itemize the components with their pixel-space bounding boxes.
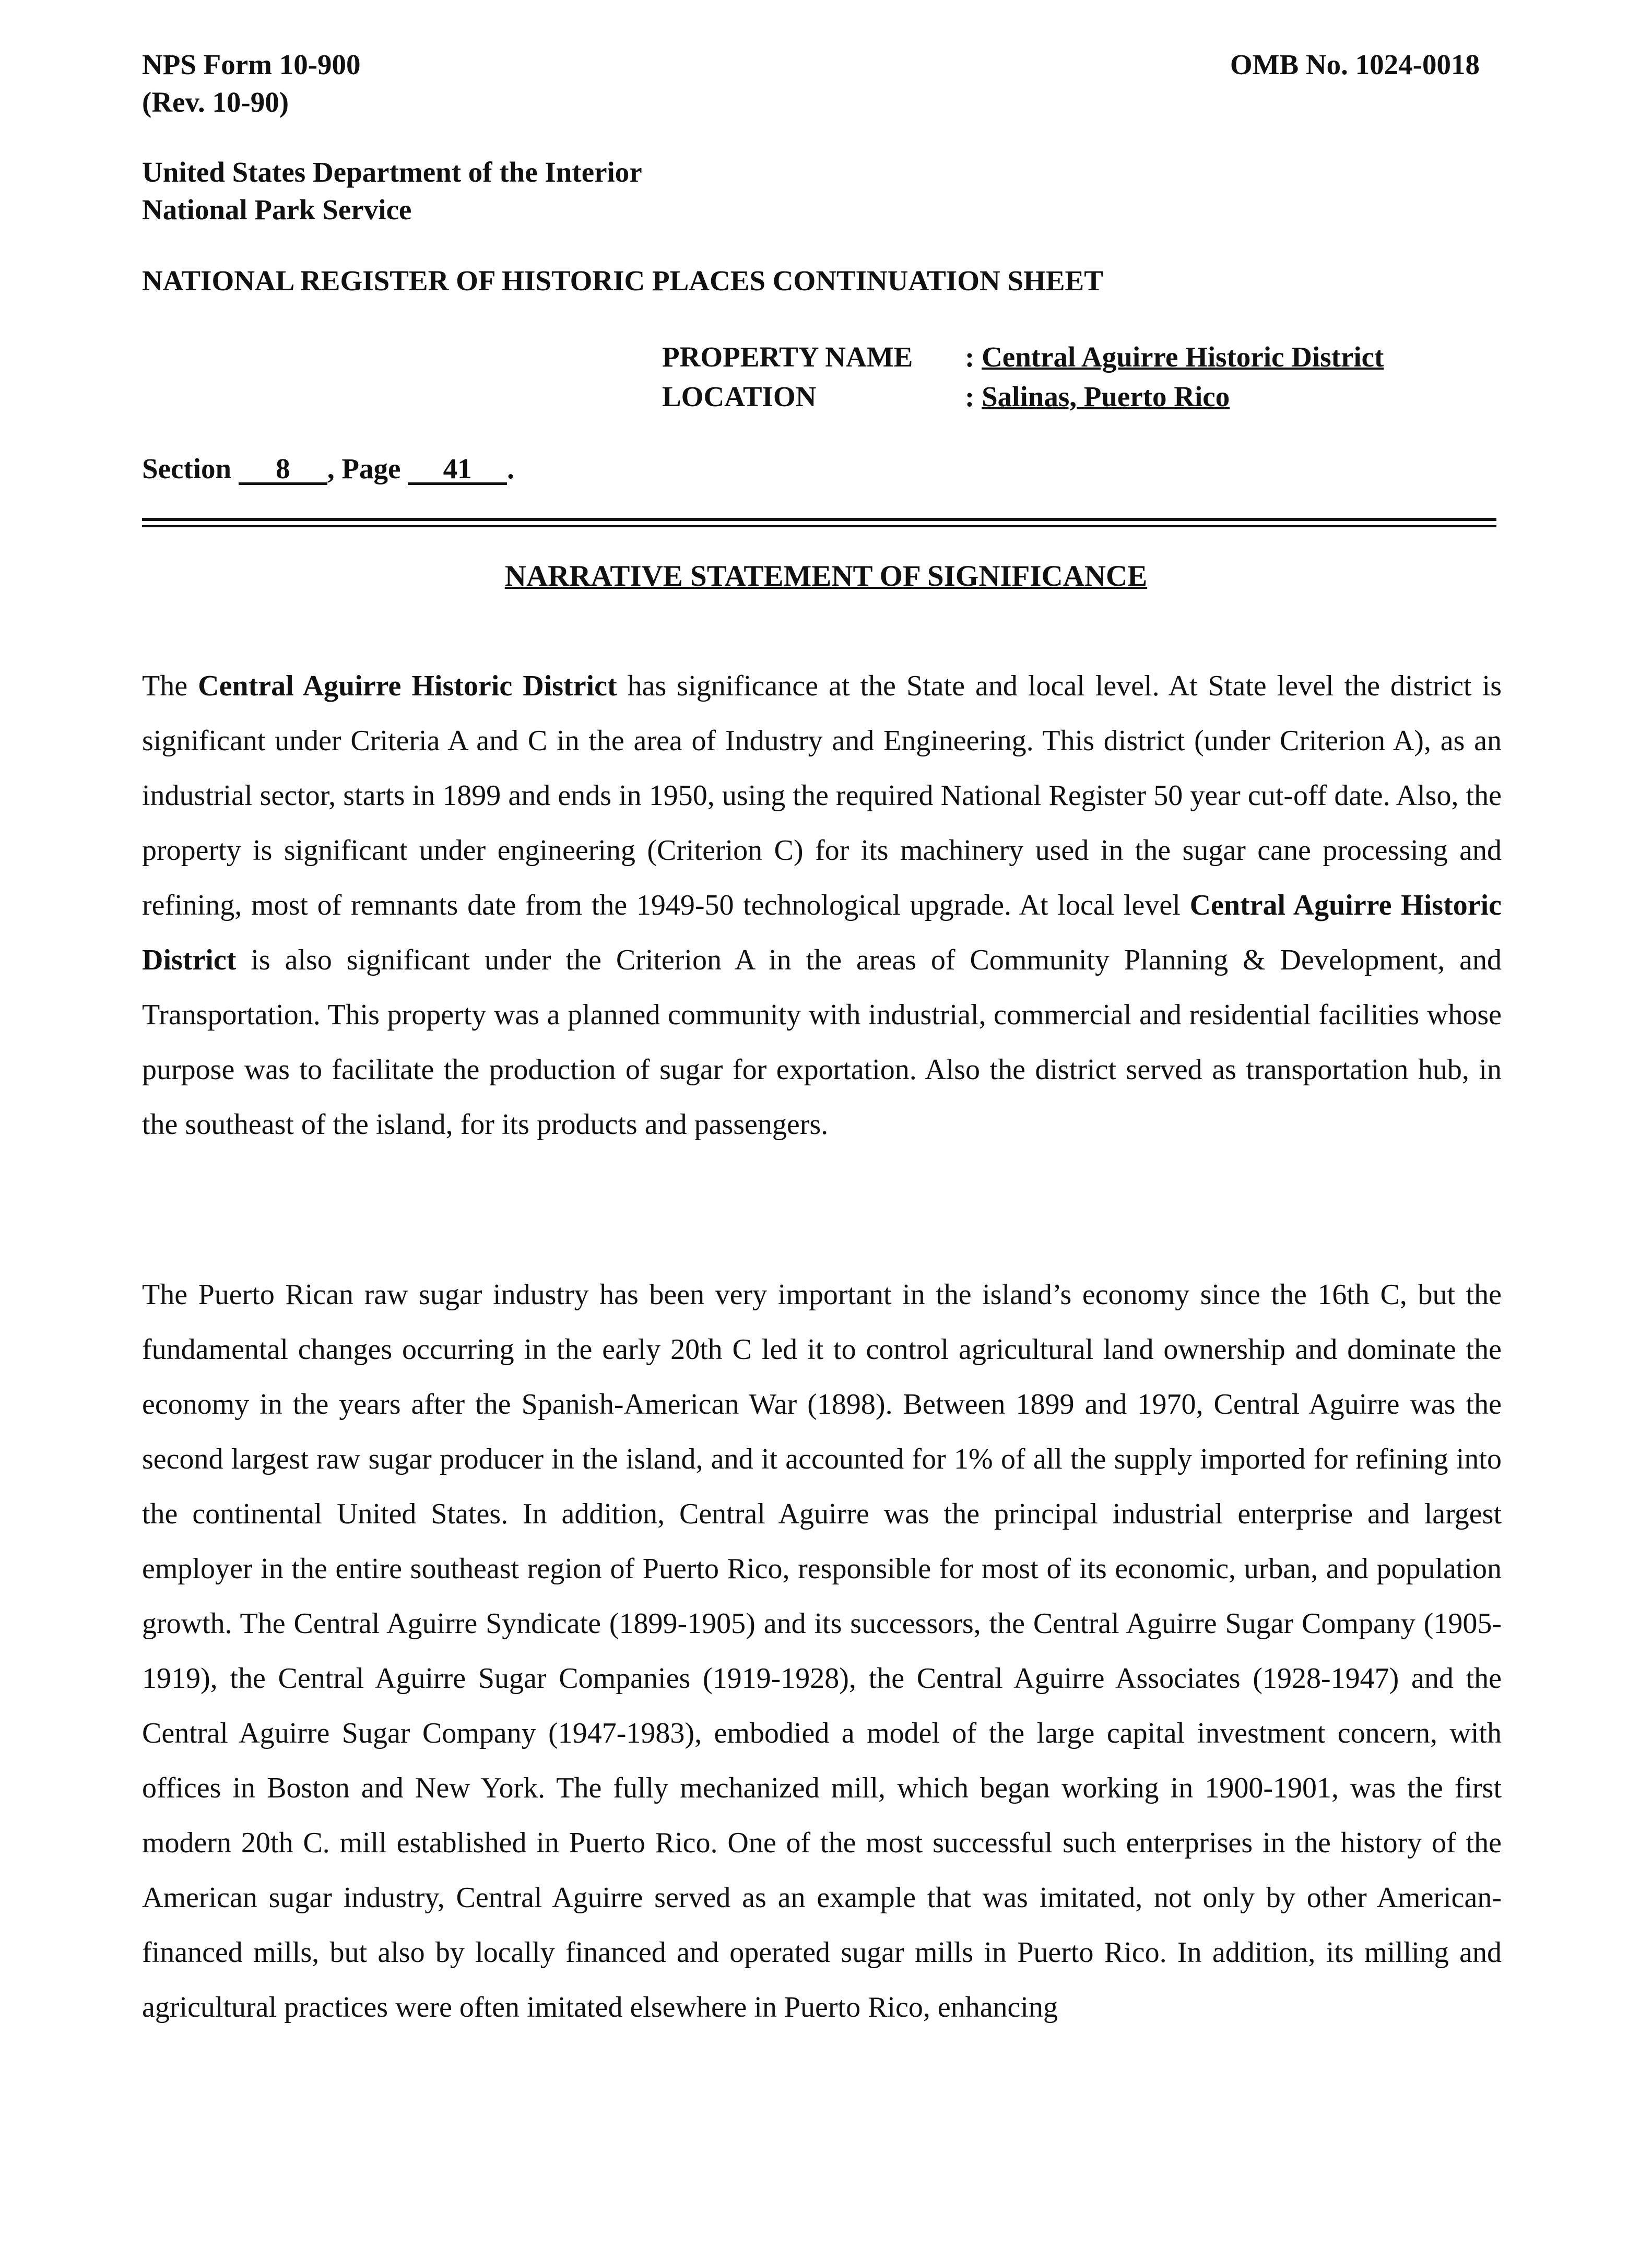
department-name: United States Department of the Interior <box>142 156 642 188</box>
narrative-heading <box>0 558 1652 595</box>
omb-number: OMB No. 1024-0018 <box>1230 49 1480 80</box>
separator: : <box>965 381 975 412</box>
paragraph-1-text-1: The <box>142 670 198 702</box>
double-rule-divider <box>142 518 1496 527</box>
district-name-bold-1: Central Aguirre Historic District <box>198 670 617 702</box>
separator: : <box>965 341 975 373</box>
agency-block <box>142 153 642 229</box>
section-page-line: Section 8 , Page 41 . <box>142 453 514 484</box>
sheet-title: NATIONAL REGISTER OF HISTORIC PLACES CONTINUATION SHEET <box>142 265 1103 297</box>
service-name: National Park Service <box>142 194 412 226</box>
form-number: NPS Form 10-900 <box>142 49 361 80</box>
form-revision: (Rev. 10-90) <box>142 86 289 118</box>
property-values <box>965 337 1384 417</box>
location-value: Salinas, Puerto Rico <box>982 381 1230 412</box>
paragraph-2: The Puerto Rican raw sugar industry has been very important in the island’s economy since the 16th C, but the fundamental changes occurring in the early 20th C led it to control agricultural land ownership and dominate the economy in the years after the Spanish-American War (1898). Between 1899 and 1970, Central Aguirre was the second largest raw sugar producer in the island, and it accounted for 1% of all the supply imported for refining into the continental United States. In addition, Central Aguirre was the principal industrial enterprise and largest employer in the entire southeast region of Puerto Rico, responsible for most of its economic, urban, and population growth. The Central Aguirre Syndicate (1899-1905) and its successors, the Central Aguirre Sugar Company (1905-1919), the Central Aguirre Sugar Companies (1919-1928), the Central Aguirre Associates (1928-1947) and the Central Aguirre Sugar Company (1947-1983), embodied a model of the large capital investment concern, with offices in Boston and New York. The fully mechanized mill, which began working in 1900-1901, was the first modern 20th C. mill established in Puerto Rico. One of the most successful such enterprises in the history of the American sugar industry, Central Aguirre served as an example that was imitated, not only by other American-financed mills, but also by locally financed and operated sugar mills in Puerto Rico. In addition, its milling and agricultural practices were often imitated elsewhere in Puerto Rico, enhancing <box>142 1279 1502 2024</box>
location-row <box>965 377 1384 417</box>
narrative-title: NARRATIVE STATEMENT OF SIGNIFICANCE <box>504 560 1148 593</box>
district-name-bold-2: Central Aguirre Historic District <box>142 889 1502 976</box>
location-label: LOCATION <box>662 381 817 412</box>
section-number: 8 <box>239 455 327 485</box>
property-name-row <box>965 337 1384 377</box>
section-label: Section <box>142 453 232 484</box>
form-identifier <box>142 46 361 121</box>
property-labels <box>662 337 913 417</box>
property-name-value: Central Aguirre Historic District <box>982 341 1384 373</box>
paragraph-1 <box>142 659 1502 1152</box>
page-label: Page <box>341 453 401 484</box>
property-name-label: PROPERTY NAME <box>662 341 913 373</box>
paragraph-1-text-2: has significance at the State and local level. At State level the district is significant under Criteria A and C in the area of Industry and Engineering. This district (under Criterion A), as an industrial sector, starts in 1899 and ends in 1950, using the required National Register 50 year cut-off date. Also, the property is significant under engineering (Criterion C) for its machinery used in the sugar cane processing and refining, most of remnants date from the 1949-50 technological upgrade. At local level <box>142 670 1502 921</box>
paragraph-1-text-3: is also significant under the Criterion A in the areas of Community Planning & Development, and Transportation. This property was a planned community with industrial, commercial and residential facilities whose purpose was to facilitate the production of sugar for exportation. Also the district served as transportation hub, in the southeast of the island, for its products and passengers. <box>142 944 1502 1141</box>
page-number: 41 <box>408 455 507 485</box>
